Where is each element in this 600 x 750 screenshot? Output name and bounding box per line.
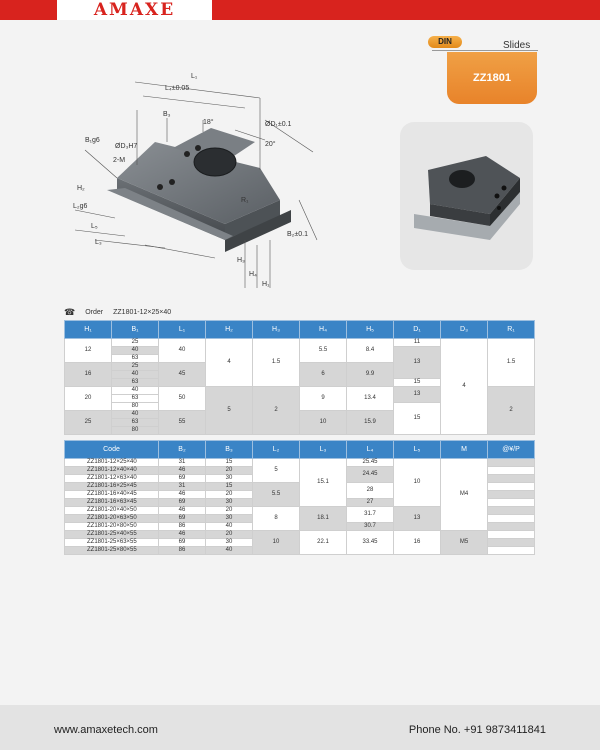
table-header: D₁ [394, 321, 441, 339]
cell-d3: 4 [441, 339, 488, 435]
table-header: L₁ [159, 321, 206, 339]
dimension-table-2 [64, 440, 535, 555]
dim-label: L₅ [91, 223, 98, 230]
dim-label: H₃ [237, 257, 245, 264]
cell-l4: 27 [347, 499, 394, 507]
cell-b1: 63 [112, 355, 159, 363]
cell-price [488, 539, 535, 547]
phone-icon: ☎ [64, 307, 76, 317]
table-header-row [65, 441, 535, 459]
cell-l3: 18.1 [300, 507, 347, 531]
cell-h2: 4 [206, 339, 253, 387]
cell-b3: 30 [206, 539, 253, 547]
cell-b1: 40 [112, 371, 159, 379]
cell-l5: 10 [394, 459, 441, 507]
cell-r1: 1.5 [488, 339, 535, 387]
cell-h4: 5.5 [300, 339, 347, 363]
table-header: L₄ [347, 441, 394, 459]
din-badge: DIN [428, 36, 462, 48]
pin-hole [184, 151, 190, 157]
dim-label: R₁ [241, 197, 249, 204]
dim-label: L₄±0.05 [165, 85, 190, 92]
cell-m: M4 [441, 459, 488, 531]
cell-price [488, 483, 535, 491]
table-header: Code [65, 441, 159, 459]
cell-h1: 16 [65, 363, 112, 387]
dim-label: H₁ [262, 281, 270, 288]
cell-l2: 5.5 [253, 483, 300, 507]
cell-h4: 6 [300, 363, 347, 387]
table-header: R₁ [488, 321, 535, 339]
order-label: Order [85, 309, 104, 316]
cell-d1: 11 [394, 339, 441, 347]
cell-code: ZZ1801-20×40×50 [65, 507, 159, 515]
cell-b1: 80 [112, 403, 159, 411]
brand-logo [57, 0, 212, 20]
cell-h2: 5 [206, 387, 253, 435]
cell-d1: 15 [394, 403, 441, 435]
cell-b1: 40 [112, 387, 159, 395]
cell-d1: 15 [394, 379, 441, 387]
table-header: H₃ [253, 321, 300, 339]
table-header: M [441, 441, 488, 459]
cell-h4: 9 [300, 387, 347, 411]
cell-l3: 22.1 [300, 531, 347, 555]
table-header-row [65, 321, 535, 339]
dimension-table-1 [64, 320, 535, 435]
cell-price [488, 531, 535, 539]
cell-b1: 63 [112, 395, 159, 403]
cell-m: M5 [441, 531, 488, 555]
product-code-tab [447, 52, 537, 104]
cell-l1: 40 [159, 339, 206, 363]
table-header: B₁ [112, 321, 159, 339]
cell-b3: 15 [206, 459, 253, 467]
cell-b2: 86 [159, 523, 206, 531]
cell-h4: 10 [300, 411, 347, 435]
order-example-code: ZZ1801-12×25×40 [113, 309, 172, 316]
cell-b2: 46 [159, 467, 206, 475]
cell-b3: 20 [206, 491, 253, 499]
cell-b1: 63 [112, 379, 159, 387]
table-header: L₂ [253, 441, 300, 459]
cell-l4: 28 [347, 483, 394, 499]
cell-b3: 20 [206, 507, 253, 515]
cell-h1: 20 [65, 387, 112, 411]
dim-label: B₃ [163, 111, 171, 118]
dim-label: H₂ [77, 185, 85, 192]
cell-b2: 46 [159, 491, 206, 499]
cell-h5: 8.4 [347, 339, 394, 363]
cell-r1: 2 [488, 387, 535, 435]
cell-code: ZZ1801-16×63×45 [65, 499, 159, 507]
cell-b3: 20 [206, 467, 253, 475]
cell-b3: 30 [206, 515, 253, 523]
cell-b3: 30 [206, 475, 253, 483]
cell-code: ZZ1801-16×40×45 [65, 491, 159, 499]
footer [0, 705, 600, 750]
cell-h3: 2 [253, 387, 300, 435]
cell-l2: 10 [253, 531, 300, 555]
table-header: D₃ [441, 321, 488, 339]
dim-label: L₂g6 [73, 203, 88, 210]
pin-hole [195, 145, 201, 151]
technical-drawing [55, 50, 355, 290]
cell-h1: 25 [65, 411, 112, 435]
cell-l2: 8 [253, 507, 300, 531]
cell-b1: 63 [112, 419, 159, 427]
cell-h3: 1.5 [253, 339, 300, 387]
cell-price [488, 475, 535, 483]
cell-l1: 45 [159, 363, 206, 387]
cell-b1: 40 [112, 411, 159, 419]
cell-l1: 55 [159, 411, 206, 435]
dim-label: ØD₃H7 [115, 143, 138, 150]
table-row [65, 531, 535, 539]
cell-l5: 16 [394, 531, 441, 555]
cell-b2: 69 [159, 499, 206, 507]
product-photo-card [400, 122, 533, 270]
cell-price [488, 467, 535, 475]
dim-label: B₂±0.1 [287, 231, 308, 238]
table-header: L₃ [300, 441, 347, 459]
dim-label: 2-M [113, 157, 126, 164]
cell-l4: 33.45 [347, 531, 394, 555]
cell-price [488, 507, 535, 515]
cell-b3: 20 [206, 531, 253, 539]
cell-b3: 40 [206, 523, 253, 531]
cell-code: ZZ1801-12×63×40 [65, 475, 159, 483]
cell-b3: 40 [206, 547, 253, 555]
cell-b2: 69 [159, 515, 206, 523]
product-code: ZZ1801 [473, 72, 511, 84]
cell-d1: 13 [394, 347, 441, 379]
cell-code: ZZ1801-16×25×45 [65, 483, 159, 491]
cell-b1: 25 [112, 339, 159, 347]
cell-h5: 15.9 [347, 411, 394, 435]
table-header: H₂ [206, 321, 253, 339]
dim-label: L₁ [191, 73, 198, 80]
cell-l4: 30.7 [347, 523, 394, 531]
cell-code: ZZ1801-20×80×50 [65, 523, 159, 531]
cell-l5: 13 [394, 507, 441, 531]
cell-b2: 31 [159, 483, 206, 491]
table-row [65, 459, 535, 467]
cell-l4: 25.45 [347, 459, 394, 467]
cell-b1: 80 [112, 427, 159, 435]
dim-label: 20° [265, 141, 276, 148]
cell-price [488, 491, 535, 499]
cell-b2: 86 [159, 547, 206, 555]
cell-b2: 69 [159, 539, 206, 547]
cell-b2: 69 [159, 475, 206, 483]
footer-phone: Phone No. +91 9873411841 [408, 724, 546, 736]
cell-code: ZZ1801-12×25×40 [65, 459, 159, 467]
cell-b2: 31 [159, 459, 206, 467]
table-header: B₂ [159, 441, 206, 459]
main-bore [194, 148, 236, 176]
cell-price [488, 547, 535, 555]
table-header: H₁ [65, 321, 112, 339]
dim-label: H₄ [249, 271, 257, 278]
cell-code: ZZ1801-20×63×50 [65, 515, 159, 523]
cell-b1: 40 [112, 347, 159, 355]
order-example [64, 307, 171, 318]
cell-l4: 24.45 [347, 467, 394, 483]
category-label: Slides [503, 40, 531, 51]
cell-h1: 12 [65, 339, 112, 363]
brand-logo-text: AMAXE [93, 0, 176, 20]
cell-price [488, 459, 535, 467]
dim-label: B₁g6 [85, 137, 100, 144]
screw-hole [169, 179, 175, 185]
cell-b3: 30 [206, 499, 253, 507]
table-header: L₅ [394, 441, 441, 459]
cell-b1: 25 [112, 363, 159, 371]
dim-label: L₃ [95, 239, 102, 246]
cell-h5: 9.9 [347, 363, 394, 387]
cell-b3: 15 [206, 483, 253, 491]
cell-d1: 13 [394, 387, 441, 403]
table-header: B₃ [206, 441, 253, 459]
cell-price [488, 499, 535, 507]
cell-code: ZZ1801-25×40×55 [65, 531, 159, 539]
cell-code: ZZ1801-12×40×40 [65, 467, 159, 475]
product-photo [400, 122, 533, 270]
dim-label: 18° [203, 119, 214, 126]
table-header: H₄ [300, 321, 347, 339]
cell-code: ZZ1801-25×80×55 [65, 547, 159, 555]
cell-price [488, 523, 535, 531]
cell-l3: 15.1 [300, 459, 347, 507]
table-header: @¥/P [488, 441, 535, 459]
dim-label: ØD₁±0.1 [265, 121, 292, 128]
cell-l4: 31.7 [347, 507, 394, 523]
table-header: H₅ [347, 321, 394, 339]
table-row [65, 339, 535, 347]
cell-price [488, 515, 535, 523]
screw-hole [157, 184, 163, 190]
cell-l1: 50 [159, 387, 206, 411]
cell-b2: 46 [159, 507, 206, 515]
cell-l2: 5 [253, 459, 300, 483]
cell-h5: 13.4 [347, 387, 394, 411]
cell-code: ZZ1801-25×63×55 [65, 539, 159, 547]
cell-b2: 46 [159, 531, 206, 539]
footer-website-link[interactable]: www.amaxetech.com [54, 724, 158, 736]
